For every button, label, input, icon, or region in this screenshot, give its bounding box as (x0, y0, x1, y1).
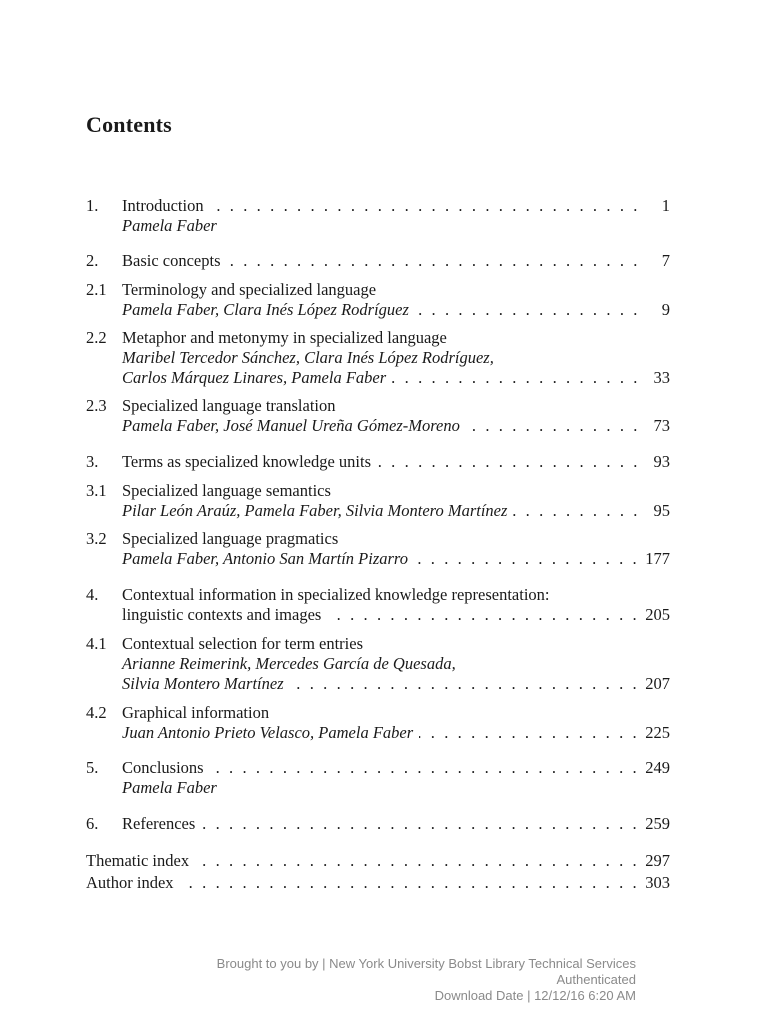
entry-title: Specialized language pragmatics (122, 529, 339, 548)
entry-number: 2.1 (86, 280, 107, 299)
entry-number: 6. (86, 814, 99, 833)
leader-dots (210, 757, 640, 779)
entry-author: Silvia Montero Martínez (122, 674, 284, 693)
entry-page: 259 (645, 814, 670, 833)
download-footer (217, 956, 636, 1004)
entry-page: 177 (645, 549, 670, 568)
entry-title: Author index (86, 873, 174, 892)
entry-number: 1. (86, 196, 99, 215)
entry-author: Arianne Reimerink, Mercedes García de Quesada, (122, 654, 456, 673)
entry-author: Pilar León Araúz, Pamela Faber, Silvia Montero Martínez (122, 501, 508, 520)
entry-title: Specialized language semantics (122, 481, 331, 500)
leader-dots (513, 500, 640, 522)
toc-entry-4-2[interactable] (86, 702, 670, 724)
entry-title: References (122, 814, 196, 833)
entry-author: Pamela Faber, Clara Inés López Rodríguez (122, 300, 409, 319)
entry-title: Contextual information in specialized knowledge representation: (122, 585, 550, 604)
entry-author: Pamela Faber (122, 778, 217, 797)
toc-thematic-index[interactable] (86, 850, 670, 872)
toc-entry-4-1-author-1 (86, 653, 670, 675)
toc-entry-2-2-author-2 (86, 367, 670, 389)
entry-page: 225 (645, 723, 670, 742)
toc-entry-6[interactable] (86, 813, 670, 835)
toc-entry-5-author (86, 777, 670, 799)
leader-dots (210, 195, 640, 217)
toc-entry-2-1[interactable] (86, 279, 670, 301)
toc-entry-1[interactable] (86, 195, 670, 217)
entry-page: 249 (645, 758, 670, 777)
toc-entry-2-2-author-1 (86, 347, 670, 369)
entry-number: 3. (86, 452, 99, 471)
entry-page: 93 (653, 452, 670, 471)
entry-author: Pamela Faber (122, 216, 217, 235)
entry-title: Thematic index (86, 851, 190, 870)
entry-page: 95 (653, 501, 670, 520)
page-title: Contents (86, 112, 172, 137)
leader-dots (419, 722, 639, 744)
leader-dots (377, 451, 640, 473)
entry-author: Pamela Faber, José Manuel Ureña Gómez-Moreno (122, 416, 460, 435)
toc-entry-4-1-author-2 (86, 673, 670, 695)
toc-entry-5[interactable] (86, 757, 670, 779)
entry-author: Juan Antonio Prieto Velasco, Pamela Faber (122, 723, 414, 742)
entry-title: Graphical information (122, 703, 270, 722)
entry-number: 2.3 (86, 396, 107, 415)
entry-title: linguistic contexts and images (122, 605, 322, 624)
entry-page: 297 (645, 851, 670, 870)
entry-title: Conclusions (122, 758, 204, 777)
toc-entry-2-1-author (86, 299, 670, 321)
leader-dots (327, 604, 639, 626)
entry-page: 303 (645, 873, 670, 892)
toc-entry-4[interactable] (86, 584, 670, 606)
leader-dots (414, 548, 639, 570)
leader-dots (195, 850, 639, 872)
toc-entry-3-1-author (86, 500, 670, 522)
entry-title: Contextual selection for term entries (122, 634, 364, 653)
footer-authenticated: Authenticated (556, 972, 636, 987)
toc-entry-3-1[interactable] (86, 480, 670, 502)
entry-number: 2.2 (86, 328, 107, 347)
leader-dots (415, 299, 640, 321)
toc-entry-4-1[interactable] (86, 633, 670, 655)
entry-number: 4. (86, 585, 99, 604)
entry-title: Metaphor and metonymy in specialized language (122, 328, 447, 347)
toc-entry-2-3[interactable] (86, 395, 670, 417)
entry-author: Pamela Faber, Antonio San Martín Pizarro (122, 549, 408, 568)
toc-entry-3-2[interactable] (86, 528, 670, 550)
entry-page: 1 (661, 196, 670, 215)
toc-entry-2[interactable] (86, 250, 670, 272)
toc-entry-3-2-author (86, 548, 670, 570)
entry-page: 9 (661, 300, 670, 319)
entry-page: 7 (661, 251, 670, 270)
entry-number: 5. (86, 758, 99, 777)
entry-page: 33 (653, 368, 670, 387)
leader-dots (180, 872, 640, 894)
entry-page: 207 (645, 674, 670, 693)
entry-number: 4.1 (86, 634, 107, 653)
footer-download-date: Download Date | 12/12/16 6:20 AM (434, 988, 636, 1003)
toc-entry-4-2-author (86, 722, 670, 744)
leader-dots (227, 250, 640, 272)
entry-page: 73 (653, 416, 670, 435)
entry-title: Introduction (122, 196, 204, 215)
toc-author-index[interactable] (86, 872, 670, 894)
entry-number: 3.2 (86, 529, 107, 548)
toc-entry-2-2[interactable] (86, 327, 670, 349)
toc-entry-3[interactable] (86, 451, 670, 473)
entry-title: Specialized language translation (122, 396, 336, 415)
entry-page: 205 (645, 605, 670, 624)
entry-number: 3.1 (86, 481, 107, 500)
entry-number: 2. (86, 251, 99, 270)
toc-entry-4-title-2 (86, 604, 670, 626)
leader-dots (466, 415, 640, 437)
leader-dots (392, 367, 640, 389)
entry-title: Terminology and specialized language (122, 280, 377, 299)
entry-author: Maribel Tercedor Sánchez, Clara Inés López Rodríguez, (122, 348, 494, 367)
toc-entry-1-author (86, 215, 670, 237)
entry-title: Basic concepts (122, 251, 221, 270)
entry-author: Carlos Márquez Linares, Pamela Faber (122, 368, 387, 387)
footer-provider: Brought to you by | New York University Bobst Library Technical Services (216, 956, 636, 971)
toc-entry-2-3-author (86, 415, 670, 437)
leader-dots (201, 813, 639, 835)
leader-dots (290, 673, 640, 695)
entry-title: Terms as specialized knowledge units (122, 452, 372, 471)
entry-number: 4.2 (86, 703, 107, 722)
